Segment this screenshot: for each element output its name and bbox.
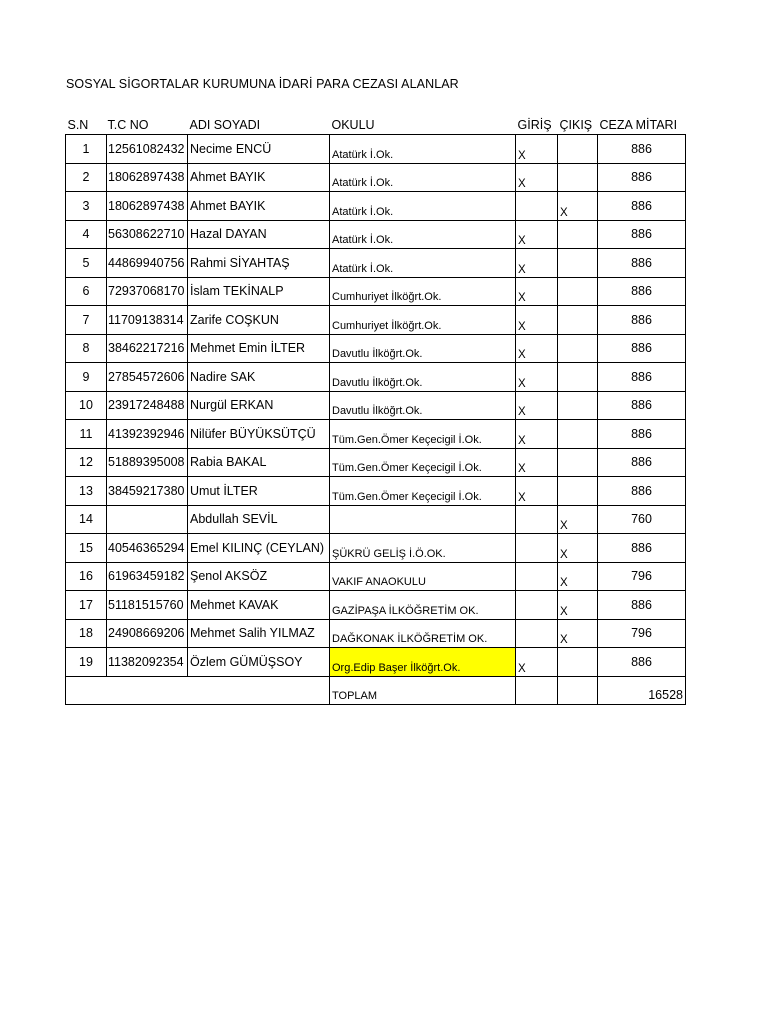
cell-name: Rabia BAKAL bbox=[188, 448, 330, 477]
cell-out bbox=[558, 306, 598, 335]
total-blank-cell bbox=[66, 676, 330, 705]
total-value: 16528 bbox=[598, 676, 686, 705]
cell-in bbox=[516, 562, 558, 591]
cell-in bbox=[516, 619, 558, 648]
cell-tc: 56308622710 bbox=[107, 220, 188, 249]
cell-in bbox=[516, 505, 558, 534]
table-row bbox=[66, 306, 686, 335]
table-row bbox=[66, 562, 686, 591]
table-row bbox=[66, 420, 686, 449]
cell-tc: 61963459182 bbox=[107, 562, 188, 591]
total-row bbox=[66, 676, 686, 705]
cell-school: Org.Edip Başer İlköğrt.Ok. bbox=[330, 648, 516, 677]
table-row bbox=[66, 277, 686, 306]
cell-sn: 12 bbox=[66, 448, 107, 477]
header-sn: S.N bbox=[66, 107, 107, 135]
cell-in: X bbox=[516, 477, 558, 506]
cell-sn: 15 bbox=[66, 534, 107, 563]
cell-school: VAKIF ANAOKULU bbox=[330, 562, 516, 591]
cell-tc: 11382092354 bbox=[107, 648, 188, 677]
table-row bbox=[66, 448, 686, 477]
cell-sn: 10 bbox=[66, 391, 107, 420]
cell-name: Şenol AKSÖZ bbox=[188, 562, 330, 591]
cell-school: ŞÜKRÜ GELİŞ İ.Ö.OK. bbox=[330, 534, 516, 563]
cell-in bbox=[516, 534, 558, 563]
cell-name: Nilüfer BÜYÜKSÜTÇÜ bbox=[188, 420, 330, 449]
cell-sn: 5 bbox=[66, 249, 107, 278]
cell-name: Nadire SAK bbox=[188, 363, 330, 392]
table-row bbox=[66, 334, 686, 363]
cell-school: Tüm.Gen.Ömer Keçecigil İ.Ok. bbox=[330, 477, 516, 506]
cell-tc bbox=[107, 505, 188, 534]
table-row bbox=[66, 220, 686, 249]
cell-name: Zarife COŞKUN bbox=[188, 306, 330, 335]
cell-tc: 18062897438 bbox=[107, 163, 188, 192]
cell-school bbox=[330, 505, 516, 534]
cell-fine: 886 bbox=[598, 306, 686, 335]
cell-tc: 23917248488 bbox=[107, 391, 188, 420]
header-school: OKULU bbox=[330, 107, 516, 135]
table-row bbox=[66, 591, 686, 620]
cell-school: Davutlu İlköğrt.Ok. bbox=[330, 363, 516, 392]
cell-in: X bbox=[516, 420, 558, 449]
cell-name: Umut İLTER bbox=[188, 477, 330, 506]
table-header-row bbox=[66, 107, 686, 135]
cell-school: Atatürk İ.Ok. bbox=[330, 220, 516, 249]
total-label: TOPLAM bbox=[330, 676, 516, 705]
cell-tc: 51889395008 bbox=[107, 448, 188, 477]
cell-sn: 13 bbox=[66, 477, 107, 506]
cell-in: X bbox=[516, 306, 558, 335]
cell-tc: 41392392946 bbox=[107, 420, 188, 449]
cell-sn: 4 bbox=[66, 220, 107, 249]
cell-name: Ahmet BAYIK bbox=[188, 192, 330, 221]
cell-in: X bbox=[516, 249, 558, 278]
cell-sn: 16 bbox=[66, 562, 107, 591]
table-row bbox=[66, 477, 686, 506]
cell-fine: 886 bbox=[598, 192, 686, 221]
fines-table-body bbox=[66, 107, 686, 705]
header-tc: T.C NO bbox=[107, 107, 188, 135]
cell-school: Tüm.Gen.Ömer Keçecigil İ.Ok. bbox=[330, 420, 516, 449]
cell-name: Ahmet BAYIK bbox=[188, 163, 330, 192]
table-row bbox=[66, 363, 686, 392]
cell-out bbox=[558, 648, 598, 677]
cell-in: X bbox=[516, 448, 558, 477]
cell-in: X bbox=[516, 220, 558, 249]
cell-sn: 18 bbox=[66, 619, 107, 648]
cell-in: X bbox=[516, 334, 558, 363]
cell-name: Mehmet KAVAK bbox=[188, 591, 330, 620]
table-row bbox=[66, 534, 686, 563]
cell-school: Atatürk İ.Ok. bbox=[330, 163, 516, 192]
cell-tc: 18062897438 bbox=[107, 192, 188, 221]
cell-school: DAĞKONAK İLKÖĞRETİM OK. bbox=[330, 619, 516, 648]
cell-name: Rahmi SİYAHTAŞ bbox=[188, 249, 330, 278]
cell-tc: 12561082432 bbox=[107, 135, 188, 164]
cell-fine: 886 bbox=[598, 277, 686, 306]
cell-in: X bbox=[516, 135, 558, 164]
table-row bbox=[66, 135, 686, 164]
cell-in: X bbox=[516, 363, 558, 392]
cell-sn: 14 bbox=[66, 505, 107, 534]
cell-out bbox=[558, 249, 598, 278]
cell-out: X bbox=[558, 505, 598, 534]
cell-tc: 38462217216 bbox=[107, 334, 188, 363]
cell-fine: 760 bbox=[598, 505, 686, 534]
header-fine: CEZA MİTARI bbox=[598, 107, 686, 135]
cell-name: Nurgül ERKAN bbox=[188, 391, 330, 420]
cell-name: Abdullah SEVİL bbox=[188, 505, 330, 534]
cell-tc: 24908669206 bbox=[107, 619, 188, 648]
cell-sn: 3 bbox=[66, 192, 107, 221]
cell-out: X bbox=[558, 591, 598, 620]
cell-fine: 886 bbox=[598, 448, 686, 477]
cell-name: Özlem GÜMÜŞSOY bbox=[188, 648, 330, 677]
cell-out: X bbox=[558, 192, 598, 221]
cell-tc: 51181515760 bbox=[107, 591, 188, 620]
cell-sn: 11 bbox=[66, 420, 107, 449]
cell-out bbox=[558, 363, 598, 392]
header-name: ADI SOYADI bbox=[188, 107, 330, 135]
cell-school: Davutlu İlköğrt.Ok. bbox=[330, 334, 516, 363]
total-in-cell bbox=[516, 676, 558, 705]
cell-sn: 6 bbox=[66, 277, 107, 306]
cell-fine: 886 bbox=[598, 334, 686, 363]
cell-school: Atatürk İ.Ok. bbox=[330, 192, 516, 221]
cell-sn: 1 bbox=[66, 135, 107, 164]
cell-out bbox=[558, 163, 598, 192]
cell-tc: 40546365294 bbox=[107, 534, 188, 563]
cell-tc: 38459217380 bbox=[107, 477, 188, 506]
cell-school: Davutlu İlköğrt.Ok. bbox=[330, 391, 516, 420]
cell-fine: 796 bbox=[598, 562, 686, 591]
cell-fine: 886 bbox=[598, 477, 686, 506]
cell-name: Emel KILINÇ (CEYLAN) bbox=[188, 534, 330, 563]
cell-out: X bbox=[558, 619, 598, 648]
table-row bbox=[66, 249, 686, 278]
table-row bbox=[66, 163, 686, 192]
cell-fine: 886 bbox=[598, 591, 686, 620]
cell-tc: 11709138314 bbox=[107, 306, 188, 335]
cell-school: Atatürk İ.Ok. bbox=[330, 249, 516, 278]
cell-in bbox=[516, 591, 558, 620]
cell-sn: 17 bbox=[66, 591, 107, 620]
cell-fine: 886 bbox=[598, 163, 686, 192]
cell-out bbox=[558, 220, 598, 249]
cell-sn: 2 bbox=[66, 163, 107, 192]
cell-in: X bbox=[516, 391, 558, 420]
cell-fine: 886 bbox=[598, 363, 686, 392]
total-out-cell bbox=[558, 676, 598, 705]
cell-fine: 886 bbox=[598, 648, 686, 677]
cell-name: Mehmet Emin İLTER bbox=[188, 334, 330, 363]
cell-school: Cumhuriyet İlköğrt.Ok. bbox=[330, 306, 516, 335]
cell-fine: 886 bbox=[598, 135, 686, 164]
cell-out bbox=[558, 277, 598, 306]
cell-tc: 44869940756 bbox=[107, 249, 188, 278]
cell-out bbox=[558, 420, 598, 449]
cell-name: İslam TEKİNALP bbox=[188, 277, 330, 306]
cell-fine: 886 bbox=[598, 391, 686, 420]
cell-out: X bbox=[558, 562, 598, 591]
cell-fine: 886 bbox=[598, 249, 686, 278]
cell-name: Mehmet Salih YILMAZ bbox=[188, 619, 330, 648]
cell-sn: 9 bbox=[66, 363, 107, 392]
cell-out bbox=[558, 448, 598, 477]
cell-tc: 72937068170 bbox=[107, 277, 188, 306]
cell-out: X bbox=[558, 534, 598, 563]
cell-out bbox=[558, 135, 598, 164]
table-row bbox=[66, 391, 686, 420]
cell-tc: 27854572606 bbox=[107, 363, 188, 392]
cell-school: Cumhuriyet İlköğrt.Ok. bbox=[330, 277, 516, 306]
header-in: GİRİŞ bbox=[516, 107, 558, 135]
cell-sn: 8 bbox=[66, 334, 107, 363]
cell-name: Hazal DAYAN bbox=[188, 220, 330, 249]
table-row bbox=[66, 648, 686, 677]
cell-school: Tüm.Gen.Ömer Keçecigil İ.Ok. bbox=[330, 448, 516, 477]
cell-fine: 886 bbox=[598, 220, 686, 249]
cell-out bbox=[558, 477, 598, 506]
cell-fine: 886 bbox=[598, 534, 686, 563]
cell-sn: 7 bbox=[66, 306, 107, 335]
cell-out bbox=[558, 334, 598, 363]
cell-school: Atatürk İ.Ok. bbox=[330, 135, 516, 164]
fines-table bbox=[65, 107, 686, 705]
cell-in bbox=[516, 192, 558, 221]
cell-in: X bbox=[516, 163, 558, 192]
cell-in: X bbox=[516, 277, 558, 306]
cell-fine: 796 bbox=[598, 619, 686, 648]
cell-name: Necime ENCÜ bbox=[188, 135, 330, 164]
cell-out bbox=[558, 391, 598, 420]
table-row bbox=[66, 192, 686, 221]
document-title: SOSYAL SİGORTALAR KURUMUNA İDARİ PARA CEZASI ALANLAR bbox=[66, 77, 459, 91]
cell-fine: 886 bbox=[598, 420, 686, 449]
table-row bbox=[66, 505, 686, 534]
cell-in: X bbox=[516, 648, 558, 677]
table-row bbox=[66, 619, 686, 648]
cell-school: GAZİPAŞA İLKÖĞRETİM OK. bbox=[330, 591, 516, 620]
cell-sn: 19 bbox=[66, 648, 107, 677]
header-out: ÇIKIŞ bbox=[558, 107, 598, 135]
